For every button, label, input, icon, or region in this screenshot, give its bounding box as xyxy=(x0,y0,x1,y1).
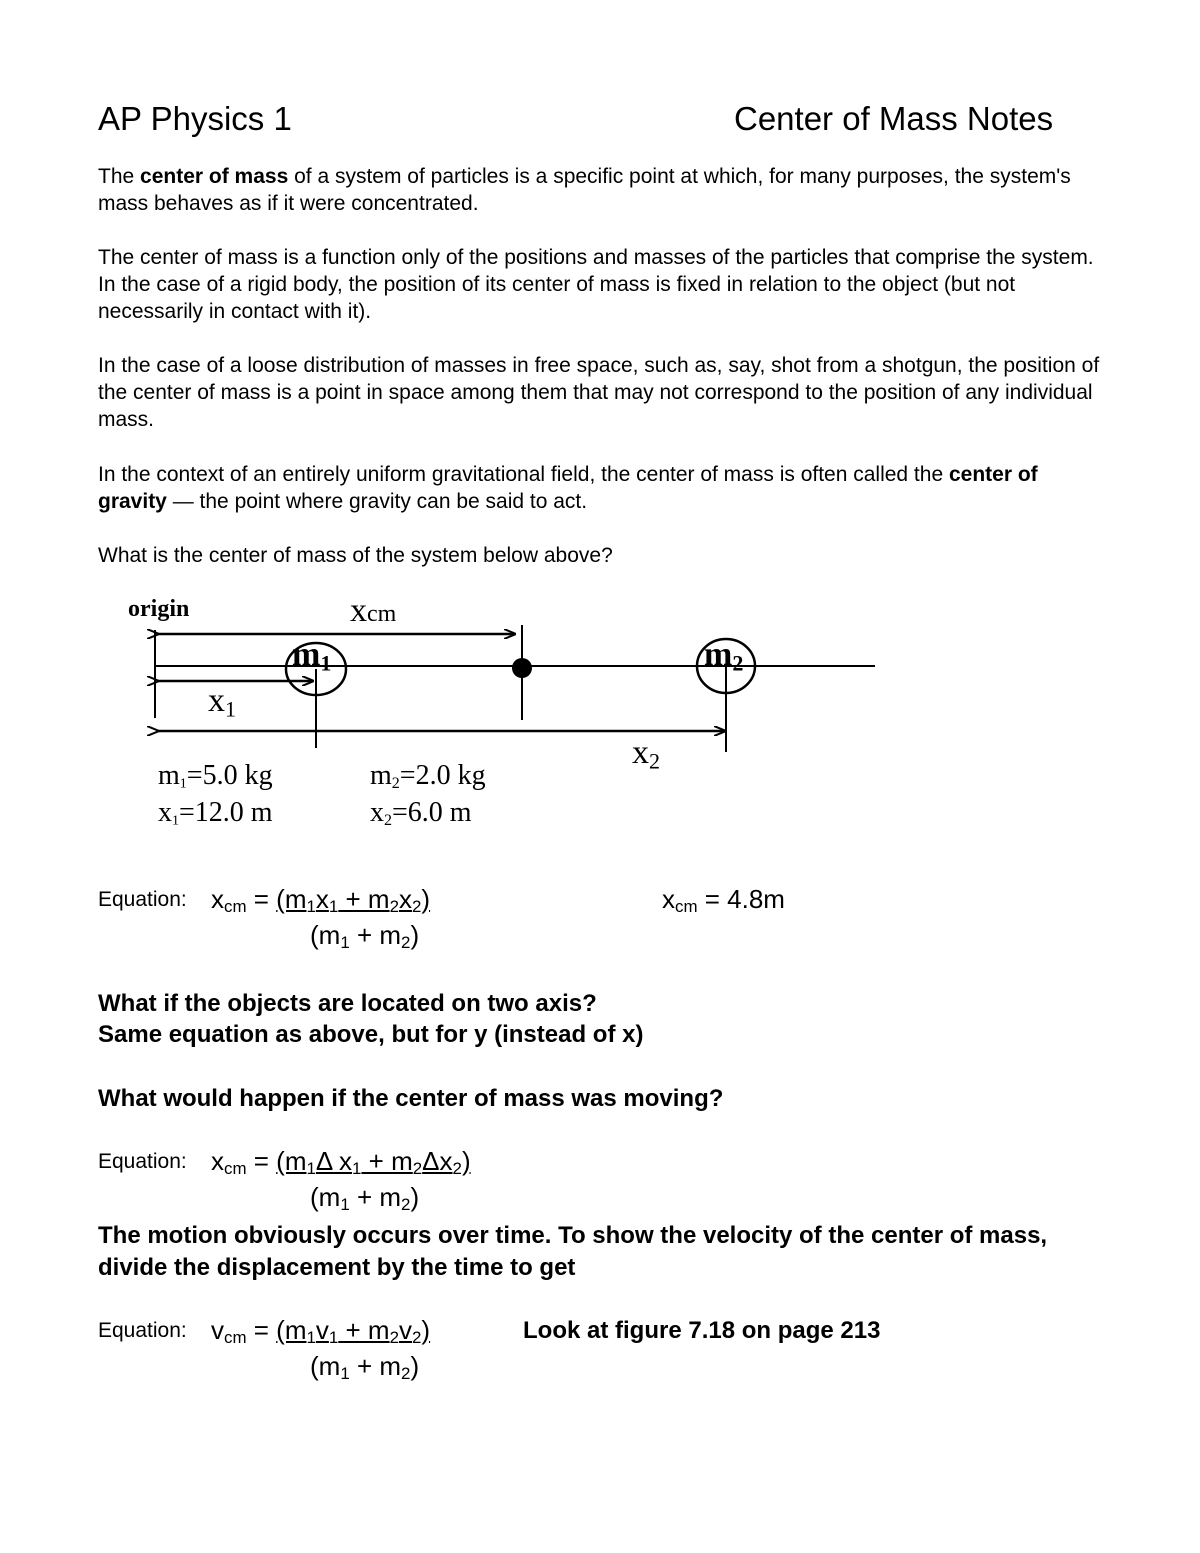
given-m2-sub: 2 xyxy=(391,775,400,792)
given-m1-pre: m xyxy=(158,760,180,791)
answer-two-axis-text: Same equation as above, but for y (instead of x) xyxy=(98,1021,644,1048)
term-center-of-gravity: center of gravity xyxy=(98,463,1038,513)
x2-label xyxy=(632,734,660,775)
paragraph-loose-distribution: In the case of a loose distribution of masses in free space, such as, say, shot from a shotgun, the position of the center of mass is a point in space among them that may not correspond to the position of any individual mass. xyxy=(98,354,1100,431)
m1-m: m xyxy=(292,636,321,673)
eq1-answer-val: = 4.8m xyxy=(697,884,785,914)
p4-end: — the point where gravity can be said to act. xyxy=(166,490,588,513)
x2-sub: 2 xyxy=(649,748,661,774)
given-m1-sub: 1 xyxy=(179,776,187,792)
eq1-denominator: $(m_1 + m_2)$ xyxy=(310,920,420,953)
given-x1-val: =12.0 m xyxy=(179,797,273,828)
eq2-line1: $x_{cm} = (m_1\Delta$ $x_1 + m_2\Delta x_2$) xyxy=(211,1146,471,1179)
question-center-of-mass: What is the center of mass of the system below above? xyxy=(98,544,613,567)
paragraph-motion: The motion obviously occurs over time. To show the velocity of the center of mass, divide the displacement by the time to get xyxy=(98,1222,1048,1281)
m1-sub: 1 xyxy=(320,650,332,676)
page-title-right: Center of Mass Notes xyxy=(734,100,1054,137)
given-x2 xyxy=(370,797,472,830)
cm-dot xyxy=(512,658,532,678)
eq1-lhs-sub: cm xyxy=(224,897,247,917)
eq1-answer: $x_{cm} = 4.8m$ xyxy=(662,884,785,917)
eq1-lhs: x xyxy=(211,884,224,914)
given-x2-pre: x xyxy=(370,797,384,828)
given-x2-val: =6.0 m xyxy=(392,797,472,828)
given-x1-pre: x xyxy=(158,797,172,828)
x1-x: x xyxy=(208,682,225,719)
xcm-sub: cm xyxy=(367,601,397,627)
given-m2 xyxy=(370,760,486,793)
figure-reference: Look at figure 7.18 on page 213 xyxy=(523,1317,881,1344)
given-m1 xyxy=(158,760,273,793)
x1-label xyxy=(208,682,236,723)
eq1-answer-sub: cm xyxy=(675,897,698,917)
xcm-x: x xyxy=(350,592,367,629)
paragraph-function: The center of mass is a function only of the positions and masses of the particles that comprise the system. In the case of a rigid body, the position of its center of mass is fixed in relation to the object (but not necessarily in contact with it). xyxy=(98,246,1094,323)
given-m2-val: =2.0 kg xyxy=(399,760,486,791)
given-x1-sub: 1 xyxy=(172,813,179,829)
m2-label xyxy=(704,636,743,677)
x2-x: x xyxy=(632,734,649,771)
eq2-denominator: $(m_1 + m_2)$ xyxy=(310,1182,420,1215)
eq1-line1: $x_{cm} = (m_1x_1 + m_2x_2)$ xyxy=(211,884,431,917)
origin-label: origin xyxy=(128,596,190,622)
p4-start: In the context of an entirely uniform gravitational field, the center of mass is often called the xyxy=(98,463,949,486)
question-two-axis: What if the objects are located on two axis? xyxy=(98,990,597,1017)
p1-start: The xyxy=(98,165,141,188)
m2-m: m xyxy=(704,636,733,673)
m2-sub: 2 xyxy=(732,650,744,676)
answer-two-axis xyxy=(98,1019,643,1051)
eq1-label: Equation: xyxy=(98,888,187,911)
eq3-label: Equation: xyxy=(98,1319,187,1342)
term-center-of-mass: center of mass xyxy=(140,165,289,188)
given-x2-sub: 2 xyxy=(384,812,392,829)
given-m2-pre: m xyxy=(370,760,392,791)
page-title-left: AP Physics 1 xyxy=(98,100,292,137)
eq3-denominator: $(m_1 + m_2)$ xyxy=(310,1351,420,1384)
m1-label xyxy=(292,636,331,677)
x1-sub: 1 xyxy=(225,696,237,722)
given-x1 xyxy=(158,797,273,830)
question-moving: What would happen if the center of mass was moving? xyxy=(98,1085,724,1112)
given-m1-val: =5.0 kg xyxy=(186,760,273,791)
eq2-label: Equation: xyxy=(98,1150,187,1173)
eq3-line1: $v_{cm} = (m_1v_1 + m_2v_2)$ xyxy=(211,1315,431,1348)
p1-end: of a system of particles is a specific point at which, for many purposes, the system's mass behaves as if it were concentrated. xyxy=(98,165,1071,215)
xcm-label xyxy=(350,592,396,630)
